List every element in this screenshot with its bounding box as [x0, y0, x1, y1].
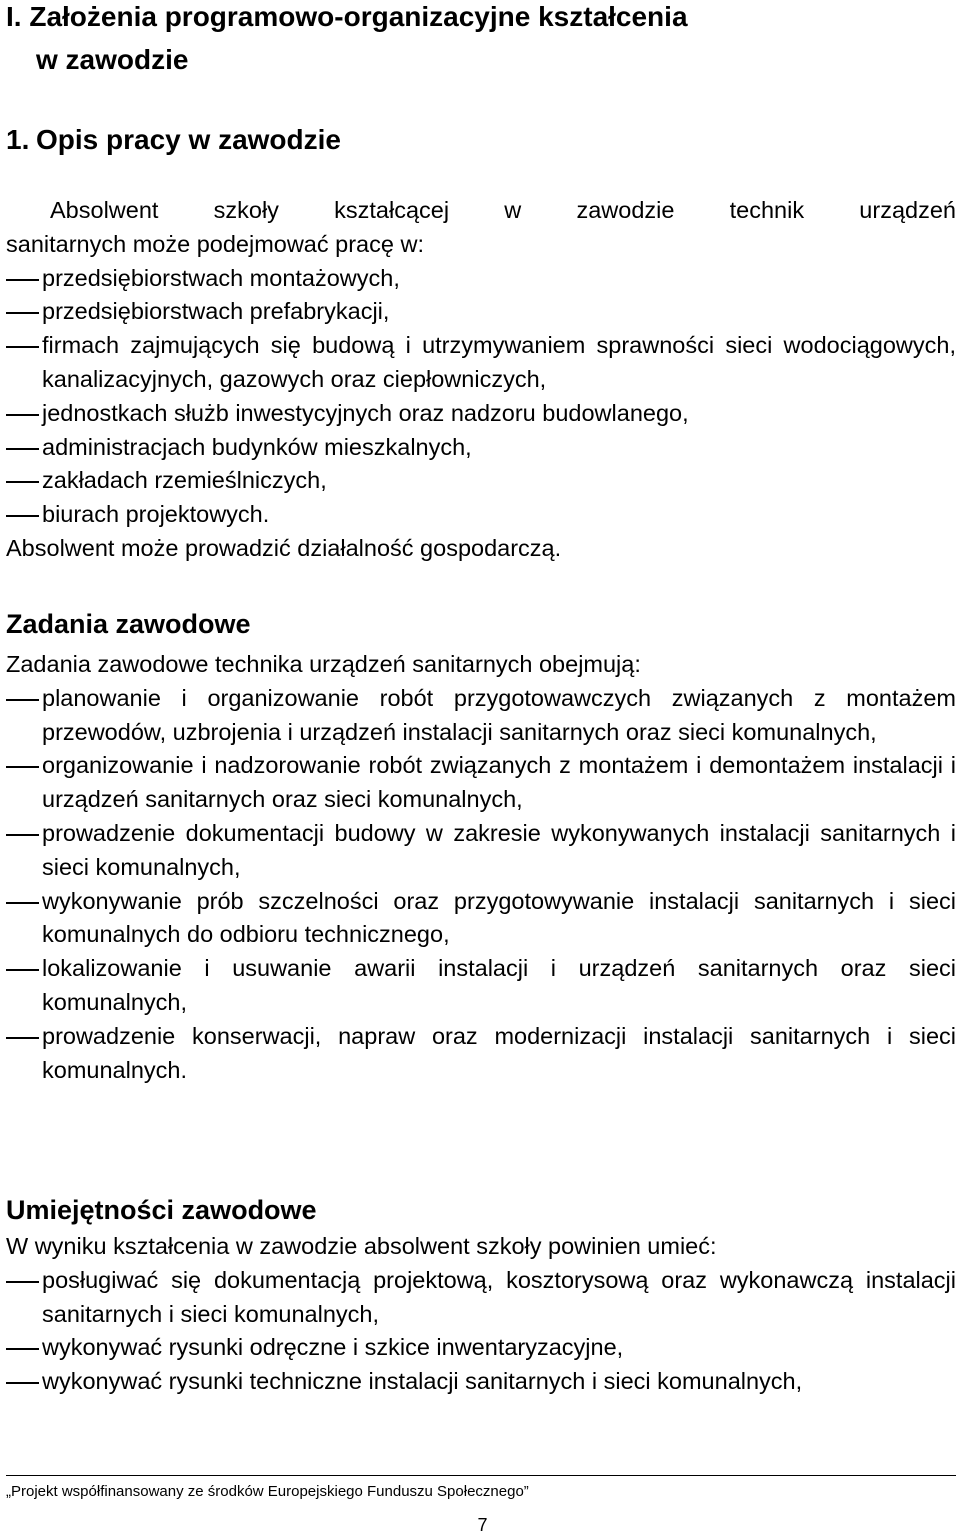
job-description	[6, 194, 956, 566]
skills-intro: W wyniku kształcenia w zawodzie absolwent szkoły powinien umieć:	[6, 1233, 717, 1259]
tasks-list	[6, 682, 956, 1088]
list-item: prowadzenie dokumentacji budowy w zakresie wykonywanych instalacji sanitarnych i sieci komunalnych,	[6, 817, 956, 885]
business-note: Absolwent może prowadzić działalność gospodarczą.	[6, 534, 562, 561]
intro-paragraph-line-2: sanitarnych może podejmować pracę w:	[6, 230, 424, 257]
list-item: posługiwać się dokumentacją projektową, kosztorysową oraz wykonawczą instalacji sanitarnych i sieci komunalnych,	[6, 1264, 956, 1332]
list-item: firmach zajmujących się budową i utrzymywaniem sprawności sieci wodociągowych, kanalizacyjnych, gazowych oraz ciepłowniczych,	[6, 329, 956, 397]
main-title-line-1: I. Założenia programowo-organizacyjne kształcenia	[6, 1, 688, 32]
section-number: 1.	[6, 124, 30, 155]
skills-list	[6, 1264, 956, 1399]
list-item: lokalizowanie i usuwanie awarii instalacji i urządzeń sanitarnych oraz sieci komunalnych,	[6, 952, 956, 1020]
tasks-section	[6, 648, 956, 1087]
list-item: przedsiębiorstwach montażowych,	[6, 262, 956, 296]
list-item: przedsiębiorstwach prefabrykacji,	[6, 295, 956, 329]
workplace-list	[6, 262, 956, 532]
list-item: organizowanie i nadzorowanie robót związanych z montażem i demontażem instalacji i urządzeń sanitarnych oraz sieci komunalnych,	[6, 749, 956, 817]
section-title-text: Opis pracy w zawodzie	[36, 124, 341, 155]
intro-paragraph-line-1: Absolwent szkoły kształcącej w zawodzie technik urządzeń	[50, 197, 956, 223]
list-item: wykonywać rysunki odręczne i szkice inwentaryzacyjne,	[6, 1331, 956, 1365]
tasks-intro: Zadania zawodowe technika urządzeń sanitarnych obejmują:	[6, 651, 641, 677]
list-item: prowadzenie konserwacji, napraw oraz modernizacji instalacji sanitarnych i sieci komunalnych.	[6, 1020, 956, 1088]
list-item: wykonywać rysunki techniczne instalacji sanitarnych i sieci komunalnych,	[6, 1365, 956, 1399]
skills-heading: Umiejętności zawodowe	[6, 1195, 317, 1225]
list-item: biurach projektowych.	[6, 498, 956, 532]
skills-section	[6, 1230, 956, 1399]
list-item: zakładach rzemieślniczych,	[6, 464, 956, 498]
page-number: 7	[477, 1515, 488, 1535]
footer-divider	[6, 1475, 956, 1476]
tasks-heading: Zadania zawodowe	[6, 609, 251, 639]
main-title-line-2: w zawodzie	[36, 44, 189, 75]
list-item: jednostkach służb inwestycyjnych oraz nadzoru budowlanego,	[6, 397, 956, 431]
section-title	[6, 119, 341, 161]
main-title	[6, 0, 956, 81]
list-item: administracjach budynków mieszkalnych,	[6, 431, 956, 465]
list-item: planowanie i organizowanie robót przygotowawczych związanych z montażem przewodów, uzbrojenia i urządzeń instalacji sanitarnych oraz sieci komunalnych,	[6, 682, 956, 750]
list-item: wykonywanie prób szczelności oraz przygotowywanie instalacji sanitarnych i sieci komunalnych do odbioru technicznego,	[6, 885, 956, 953]
footer-text: „Projekt współfinansowany ze środków Europejskiego Funduszu Społecznego”	[6, 1483, 529, 1500]
